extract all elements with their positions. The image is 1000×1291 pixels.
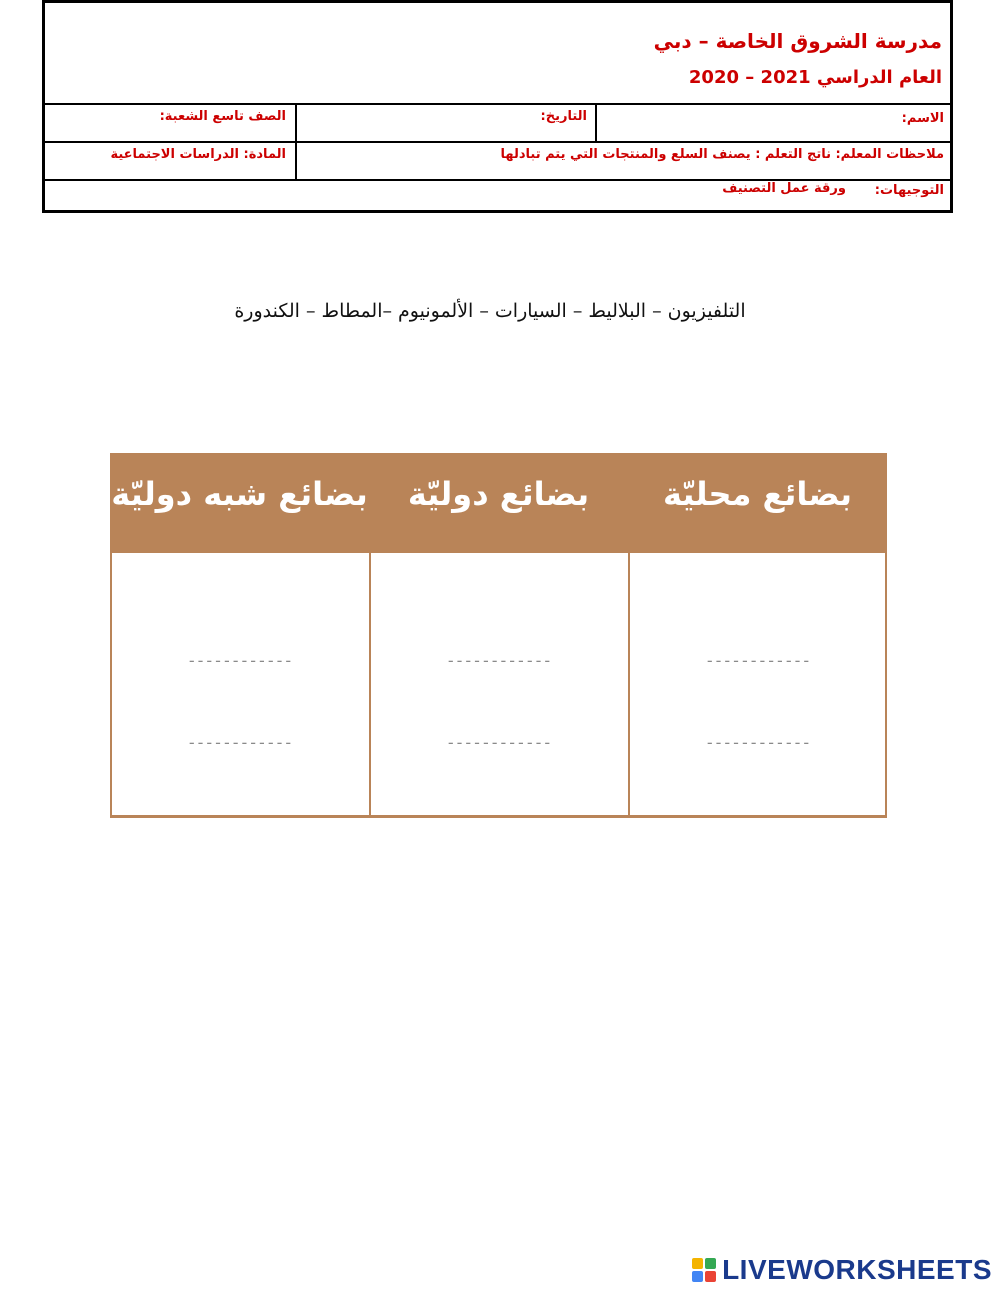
table-header bbox=[110, 453, 887, 553]
instructions-label: التوجيهات: bbox=[874, 183, 944, 198]
header-row-instructions bbox=[45, 179, 950, 212]
liveworksheets-logo[interactable] bbox=[692, 1254, 992, 1286]
answer-blank[interactable]: ------------ bbox=[706, 733, 813, 752]
column-title-local: بضائع محليّة bbox=[663, 475, 852, 513]
name-label: الاسم: bbox=[901, 111, 944, 126]
school-info bbox=[45, 3, 950, 105]
column-title-semi-international: بضائع شبه دوليّة bbox=[111, 475, 368, 513]
header-row-name-date-class bbox=[45, 103, 950, 143]
column-title-international: بضائع دوليّة bbox=[407, 475, 590, 513]
word-bank: التلفيزيون – البلاليط – السيارات – الألمونيوم –المطاط – الكندورة bbox=[234, 300, 746, 322]
academic-year: العام الدراسي 2021 – 2020 bbox=[688, 67, 942, 88]
teacher-notes: ملاحظات المعلم: ناتج التعلم : يصنف السلع والمنتجات التي يتم تبادلها bbox=[500, 147, 944, 162]
table-body bbox=[110, 553, 887, 815]
answer-blank[interactable]: ------------ bbox=[447, 733, 554, 752]
subject-label: المادة: الدراسات الاجتماعية bbox=[110, 147, 286, 162]
instructions-value: ورقة عمل التصنيف bbox=[722, 181, 846, 196]
logo-text: LIVEWORKSHEETS bbox=[722, 1254, 992, 1285]
answer-blank[interactable]: ------------ bbox=[188, 651, 295, 670]
answer-blank[interactable]: ------------ bbox=[188, 733, 295, 752]
answer-blank[interactable]: ------------ bbox=[447, 651, 554, 670]
worksheet-header bbox=[42, 0, 953, 213]
logo-icon bbox=[692, 1258, 716, 1282]
classification-table bbox=[110, 453, 887, 818]
date-label: التاريخ: bbox=[540, 109, 587, 124]
class-label: الصف تاسع الشعبة: bbox=[159, 109, 286, 124]
header-row-notes-subject bbox=[45, 141, 950, 181]
school-name: مدرسة الشروق الخاصة – دبي bbox=[653, 29, 942, 53]
answer-blank[interactable]: ------------ bbox=[706, 651, 813, 670]
